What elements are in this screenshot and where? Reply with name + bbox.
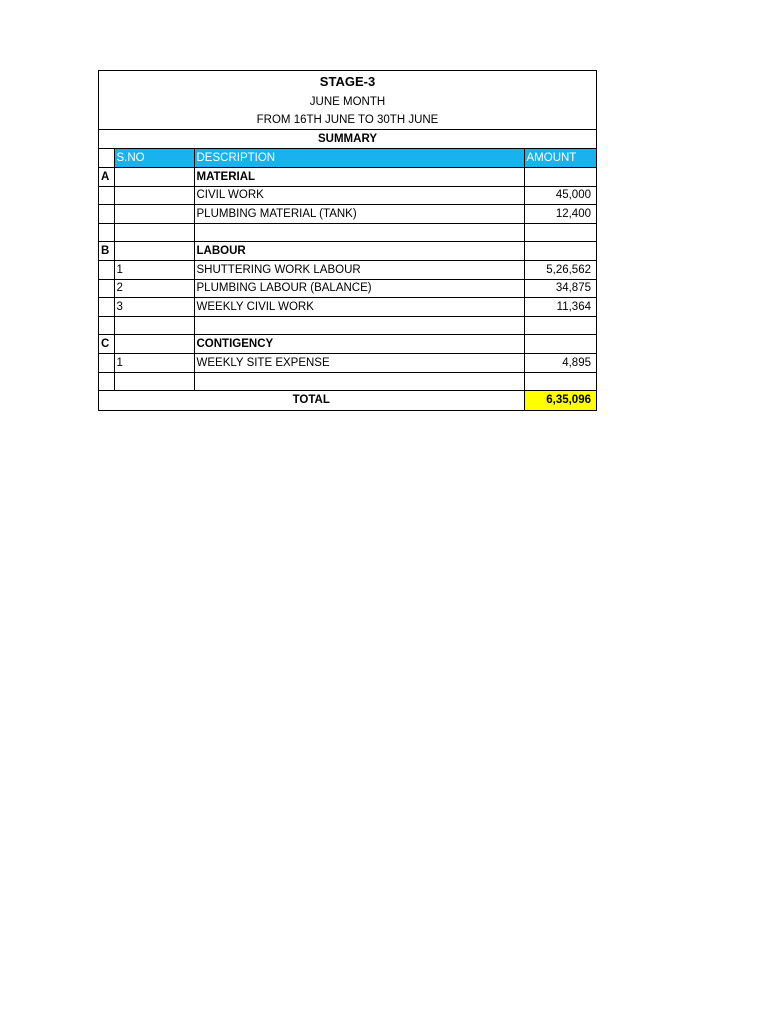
table-row	[99, 205, 596, 224]
group-letter-cell	[99, 279, 114, 298]
amount-cell	[524, 242, 596, 261]
description-cell: WEEKLY CIVIL WORK	[194, 298, 524, 317]
column-header-row	[99, 149, 596, 168]
table-row	[99, 186, 596, 205]
description-cell	[194, 316, 524, 335]
description-cell: CONTIGENCY	[194, 335, 524, 354]
amount-cell: 4,895	[524, 354, 596, 373]
amount-cell: 5,26,562	[524, 261, 596, 280]
amount-cell: 45,000	[524, 186, 596, 205]
amount-cell: 11,364	[524, 298, 596, 317]
sno-cell	[114, 316, 194, 335]
amount-cell: 34,875	[524, 279, 596, 298]
sno-cell	[114, 186, 194, 205]
summary-heading: SUMMARY	[99, 130, 596, 149]
total-row	[99, 391, 596, 410]
description-cell: PLUMBING LABOUR (BALANCE)	[194, 279, 524, 298]
description-column-header: DESCRIPTION	[194, 149, 524, 168]
sno-column-header: S.NO	[114, 149, 194, 168]
amount-cell	[524, 316, 596, 335]
stage-title: STAGE-3	[319, 74, 376, 89]
sno-cell: 1	[114, 261, 194, 280]
table-row	[99, 298, 596, 317]
description-cell	[194, 223, 524, 242]
sno-cell: 1	[114, 354, 194, 373]
sno-cell: 3	[114, 298, 194, 317]
amount-cell	[524, 335, 596, 354]
amount-cell	[524, 223, 596, 242]
group-letter-cell: B	[99, 242, 114, 261]
group-header-cell	[99, 149, 114, 168]
sno-cell: 2	[114, 279, 194, 298]
table-row	[99, 242, 596, 261]
description-cell: MATERIAL	[194, 168, 524, 187]
group-letter-cell	[99, 223, 114, 242]
table-row	[99, 223, 596, 242]
total-label: TOTAL	[99, 391, 524, 410]
summary-sheet	[98, 70, 597, 411]
amount-column-header: AMOUNT	[524, 149, 596, 168]
sno-cell	[114, 223, 194, 242]
summary-table	[99, 149, 596, 410]
amount-cell: 12,400	[524, 205, 596, 224]
table-row	[99, 261, 596, 280]
description-cell: LABOUR	[194, 242, 524, 261]
group-letter-cell	[99, 316, 114, 335]
table-row	[99, 316, 596, 335]
sno-cell	[114, 335, 194, 354]
description-cell: WEEKLY SITE EXPENSE	[194, 354, 524, 373]
amount-cell	[524, 168, 596, 187]
table-row	[99, 279, 596, 298]
table-row	[99, 354, 596, 373]
group-letter-cell	[99, 372, 114, 391]
sno-cell	[114, 205, 194, 224]
table-row	[99, 372, 596, 391]
date-range-label: FROM 16TH JUNE TO 30TH JUNE	[256, 114, 439, 126]
group-letter-cell	[99, 298, 114, 317]
group-letter-cell	[99, 261, 114, 280]
group-letter-cell	[99, 205, 114, 224]
description-cell: CIVIL WORK	[194, 186, 524, 205]
sno-cell	[114, 372, 194, 391]
sno-cell	[114, 168, 194, 187]
total-amount: 6,35,096	[524, 391, 596, 410]
table-row	[99, 168, 596, 187]
group-letter-cell: A	[99, 168, 114, 187]
sno-cell	[114, 242, 194, 261]
amount-cell	[524, 372, 596, 391]
group-letter-cell	[99, 186, 114, 205]
group-letter-cell	[99, 354, 114, 373]
sheet-header	[99, 71, 596, 130]
description-cell: PLUMBING MATERIAL (TANK)	[194, 205, 524, 224]
month-label: JUNE MONTH	[309, 96, 386, 108]
group-letter-cell: C	[99, 335, 114, 354]
description-cell	[194, 372, 524, 391]
description-cell: SHUTTERING WORK LABOUR	[194, 261, 524, 280]
table-row	[99, 335, 596, 354]
